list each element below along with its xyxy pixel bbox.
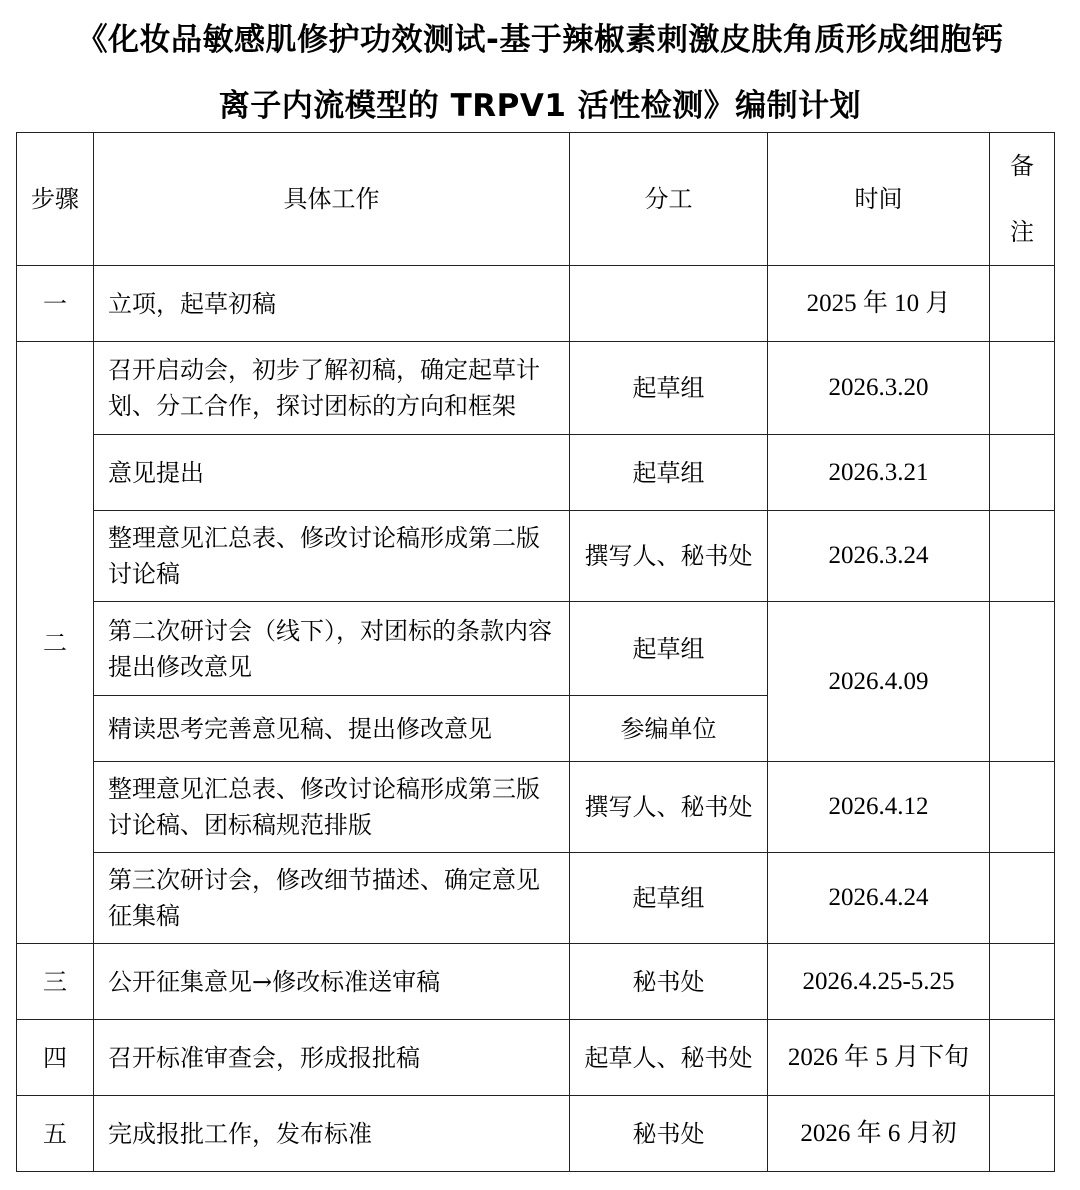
- time-cell: 2026.4.09: [768, 602, 990, 762]
- step-cell: 一: [17, 266, 94, 342]
- division-cell: 起草组: [570, 342, 768, 435]
- header-step: 步骤: [17, 133, 94, 266]
- note-cell: [990, 1020, 1055, 1096]
- table-row: [17, 1096, 1055, 1172]
- time-cell: 2026 年 5 月下旬: [768, 1020, 990, 1096]
- work-cell: 整理意见汇总表、修改讨论稿形成第二版讨论稿: [94, 511, 570, 602]
- division-cell: 起草组: [570, 435, 768, 511]
- time-cell: 2025 年 10 月: [768, 266, 990, 342]
- table-row: [17, 342, 1055, 435]
- header-work: 具体工作: [94, 133, 570, 266]
- work-cell: 第二次研讨会（线下），对团标的条款内容提出修改意见: [94, 602, 570, 696]
- note-cell: [990, 853, 1055, 944]
- work-cell: 第三次研讨会，修改细节描述、确定意见征集稿: [94, 853, 570, 944]
- step-cell: 二: [17, 342, 94, 944]
- division-cell: 秘书处: [570, 1096, 768, 1172]
- table-row: [17, 853, 1055, 944]
- table-row: [17, 266, 1055, 342]
- time-cell: 2026.4.24: [768, 853, 990, 944]
- work-cell: 公开征集意见→修改标准送审稿: [94, 944, 570, 1020]
- note-cell: [990, 944, 1055, 1020]
- division-cell: 撰写人、秘书处: [570, 762, 768, 853]
- work-cell: 召开标准审查会，形成报批稿: [94, 1020, 570, 1096]
- table-row: [17, 762, 1055, 853]
- note-cell: [990, 266, 1055, 342]
- step-cell: 三: [17, 944, 94, 1020]
- division-cell: 起草组: [570, 602, 768, 696]
- division-cell: 起草人、秘书处: [570, 1020, 768, 1096]
- note-cell: [990, 435, 1055, 511]
- division-cell: 秘书处: [570, 944, 768, 1020]
- time-cell: 2026.3.21: [768, 435, 990, 511]
- division-cell: 起草组: [570, 853, 768, 944]
- header-note-char-1: 备: [1010, 152, 1034, 180]
- document-title-line-1: 《化妆品敏感肌修护功效测试-基于辣椒素刺激皮肤角质形成细胞钙: [76, 22, 1004, 58]
- division-cell: [570, 266, 768, 342]
- table-row: [17, 435, 1055, 511]
- time-cell: 2026.4.25-5.25: [768, 944, 990, 1020]
- note-cell: [990, 511, 1055, 602]
- note-cell: [990, 1096, 1055, 1172]
- document-title-line-2: 离子内流模型的 TRPV1 活性检测》编制计划: [218, 88, 862, 124]
- header-division: 分工: [570, 133, 768, 266]
- step-cell: 五: [17, 1096, 94, 1172]
- time-cell: 2026.3.20: [768, 342, 990, 435]
- table-row: [17, 1020, 1055, 1096]
- table-header-row: [17, 133, 1055, 266]
- header-note-char-2: 注: [1010, 218, 1034, 246]
- table-row: [17, 602, 1055, 696]
- table-row: [17, 511, 1055, 602]
- division-cell: 撰写人、秘书处: [570, 511, 768, 602]
- header-time: 时间: [768, 133, 990, 266]
- time-cell: 2026 年 6 月初: [768, 1096, 990, 1172]
- work-cell: 意见提出: [94, 435, 570, 511]
- plan-table: [16, 132, 1055, 1172]
- work-cell: 召开启动会，初步了解初稿，确定起草计划、分工合作，探讨团标的方向和框架: [94, 342, 570, 435]
- header-note: [990, 133, 1055, 266]
- note-cell: [990, 762, 1055, 853]
- step-cell: 四: [17, 1020, 94, 1096]
- time-cell: 2026.4.12: [768, 762, 990, 853]
- time-cell: 2026.3.24: [768, 511, 990, 602]
- note-cell: [990, 602, 1055, 762]
- work-cell: 整理意见汇总表、修改讨论稿形成第三版讨论稿、团标稿规范排版: [94, 762, 570, 853]
- work-cell: 立项，起草初稿: [94, 266, 570, 342]
- division-cell: 参编单位: [570, 696, 768, 762]
- work-cell: 精读思考完善意见稿、提出修改意见: [94, 696, 570, 762]
- table-row: [17, 944, 1055, 1020]
- work-cell: 完成报批工作，发布标准: [94, 1096, 570, 1172]
- note-cell: [990, 342, 1055, 435]
